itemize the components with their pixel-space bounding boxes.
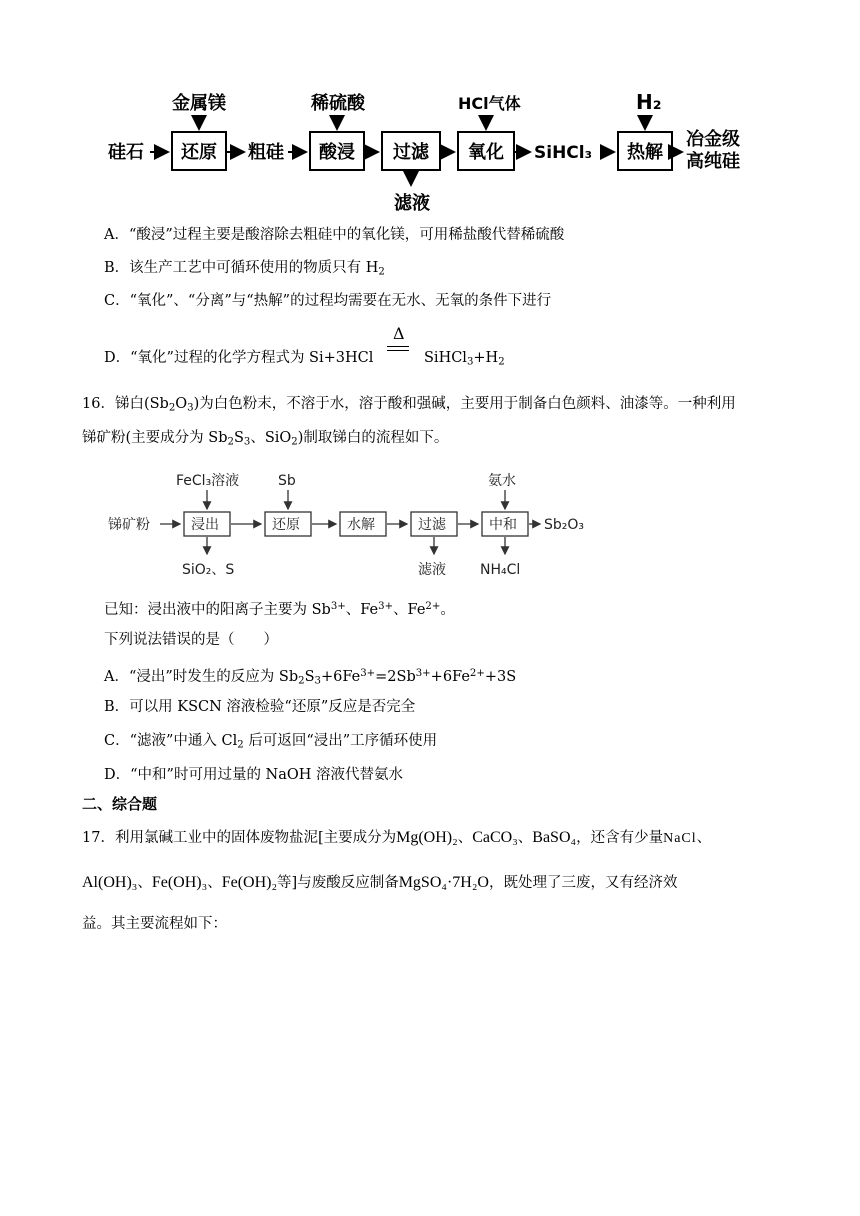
q16-a-d: =2Sb [375,669,416,686]
flow1-step4-reagent: HCl气体 [458,94,521,113]
q16-a-c: +6Fe [320,669,361,686]
flow1-step5: 热解 [627,142,663,163]
q15-option-d-end: +H [473,350,499,366]
section-heading: 二、综合题 [82,795,158,813]
flow1-step5-reagent: H₂ [636,90,662,114]
q15-option-d-text: D．“氧化”过程的化学方程式为 Si+3HCl [104,350,374,366]
flow2-step1-in: FeCl₃溶液 [176,473,240,489]
q16-stem2-c: 、SiO [250,430,292,446]
q16-c-b: 后可返回“浸出”工序循环使用 [243,733,438,749]
q16-sup: 3+ [360,668,376,679]
q16-sub: 2 [298,675,305,687]
flow2-step5-out: NH₄Cl [480,562,521,578]
sep: 、 [517,830,533,846]
q15-option-a [104,225,564,245]
q15-option-b-sub: 2 [378,266,385,278]
flow1-step4: 氧化 [468,142,504,163]
flow1-step3-out: 滤液 [394,193,430,214]
q16-stem-b: O [175,396,188,412]
flow1-product-line2: 高纯硅 [686,151,740,172]
q16-sub: 2 [227,436,234,448]
q16-a-e: +6Fe [430,669,470,686]
flow-diagram-silicon [100,85,770,215]
q17-line2 [82,873,677,893]
flow2-step5: 中和 [489,517,517,533]
q16-a-text: A．“浸出”时发生的反应为 Sb [104,669,299,686]
flow1-input: 硅石 [108,142,144,163]
sep: 、 [457,830,473,846]
q17-l3: 益。其主要流程如下： [82,916,227,932]
flow2-step1: 浸出 [191,517,219,533]
heat-symbol: Δ [393,324,405,343]
q16-stem-a: 16．锑白(Sb [82,396,169,412]
q17-l2-b: ，既处理了三废，又有经济效 [488,875,678,891]
q17-l2-a: 等]与废酸反应制备 [277,875,399,891]
formula-mgso4-7h2o: MgSO₄·7H₂O [398,874,489,891]
q16-sup: 2+ [469,668,485,679]
q16-ask-text: 下列说法错误的是（ ） [104,632,278,648]
sep: 、 [207,875,222,891]
q16-sub: 2 [168,402,176,414]
q15-option-d-product: SiHCl [424,350,467,366]
q15-option-c [104,291,551,311]
flow1-step2-reagent: 稀硫酸 [311,93,365,114]
q16-option-b [104,697,415,717]
q15-option-d-sub1: 3 [466,356,474,368]
q16-known-c: 、Fe [393,602,426,619]
flow1-mid1: 粗硅 [248,142,284,163]
q16-known-b: 、Fe [345,602,379,619]
q16-c-text: C．“滤液”中通入 Cl [104,733,238,749]
q16-option-a [104,664,516,692]
flow2-input: 锑矿粉 [108,517,150,533]
q15-option-c-text: C．“氧化”、“分离”与“热解”的过程均需要在无水、无氧的条件下进行 [104,293,552,309]
flow-diagram-antimony [100,462,600,587]
formula-fe-oh2: Fe(OH)₂ [221,874,278,891]
q16-sub: 3 [243,436,251,448]
flow2-step2-in: Sb [278,473,296,489]
sep: 、 [137,875,152,891]
q16-known [104,597,455,620]
q16-known-a: 已知：浸出液中的阳离子主要为 Sb [104,602,331,619]
formula-al-oh3: Al(OH)₃ [82,874,138,891]
flow2-step3: 水解 [347,517,375,533]
flow1-step3: 过滤 [393,142,429,163]
flow2-step4: 过滤 [418,517,446,533]
q16-stem2-b: S [233,430,244,446]
flow2-product: Sb₂O₃ [544,517,585,533]
flow2-step1-out: SiO₂、S [182,562,235,578]
sep: 、 [696,830,712,846]
q16-stem-line2 [82,428,448,453]
flow2-step4-out: 滤液 [418,562,446,578]
q15-option-d [104,324,505,373]
q16-sub: 2 [237,739,244,751]
q16-sub: 2 [291,436,298,448]
q16-stem2-a: 锑矿粉(主要成分为 Sb [82,430,228,446]
formula-nacl: NaCl [663,831,697,846]
q16-sup: 3+ [415,668,431,679]
formula-caco3: CaCO₃ [472,829,518,846]
q16-ask [104,630,278,650]
q17-line1 [82,828,711,849]
flow1-step1-reagent: 金属镁 [172,93,226,114]
q16-stem2-d: )制取锑白的流程如下。 [297,430,449,446]
q16-sup: 3+ [378,601,394,612]
q16-sup: 2+ [425,601,441,612]
q15-option-a-text: A．“酸浸”过程主要是酸溶除去粗硅中的氧化镁，可用稀盐酸代替稀硫酸 [104,227,565,243]
q17-l1-b: ，还含有少量 [576,830,664,846]
q16-stem-c: )为白色粉末，不溶于水，溶于酸和强碱，主要用于制备白色颜料、油漆等。一种利用 [193,396,736,412]
flow1-step1: 还原 [181,142,217,163]
q15-option-b [104,258,385,283]
flow2-step5-in: 氨水 [488,473,516,489]
q15-option-d-sub2: 2 [498,356,505,368]
formula-baso4: BaSO₄ [532,829,577,846]
flow2-step2: 还原 [272,517,300,533]
formula-mg-oh2: Mg(OH)₂ [396,829,458,846]
q17-l1-a: 17．利用氯碱工业中的固体废物盐泥[主要成分为 [82,830,397,846]
q16-a-f: +3S [484,669,517,686]
q16-b-text: B．可以用 KSCN 溶液检验“还原”反应是否完全 [104,699,416,715]
q16-known-d: 。 [440,602,455,619]
formula-fe-oh3: Fe(OH)₃ [151,874,208,891]
q16-stem-line1 [82,394,736,419]
q15-option-b-text: B．该生产工艺中可循环使用的物质只有 H [104,260,379,276]
flow1-product-line1: 冶金级 [686,129,740,150]
flow1-mid2: SiHCl₃ [534,143,593,163]
q16-a-b: S [304,669,315,686]
q16-sub: 3 [187,402,194,414]
q16-option-c [104,731,437,756]
flow1-step2: 酸浸 [319,142,355,163]
q17-line3 [82,914,227,934]
q16-sub: 3 [314,675,321,687]
q16-d-text: D．“中和”时可用过量的 NaOH 溶液代替氨水 [104,767,404,783]
q16-option-d [104,765,403,785]
q16-sup: 3+ [330,601,346,612]
reaction-condition [384,324,418,362]
